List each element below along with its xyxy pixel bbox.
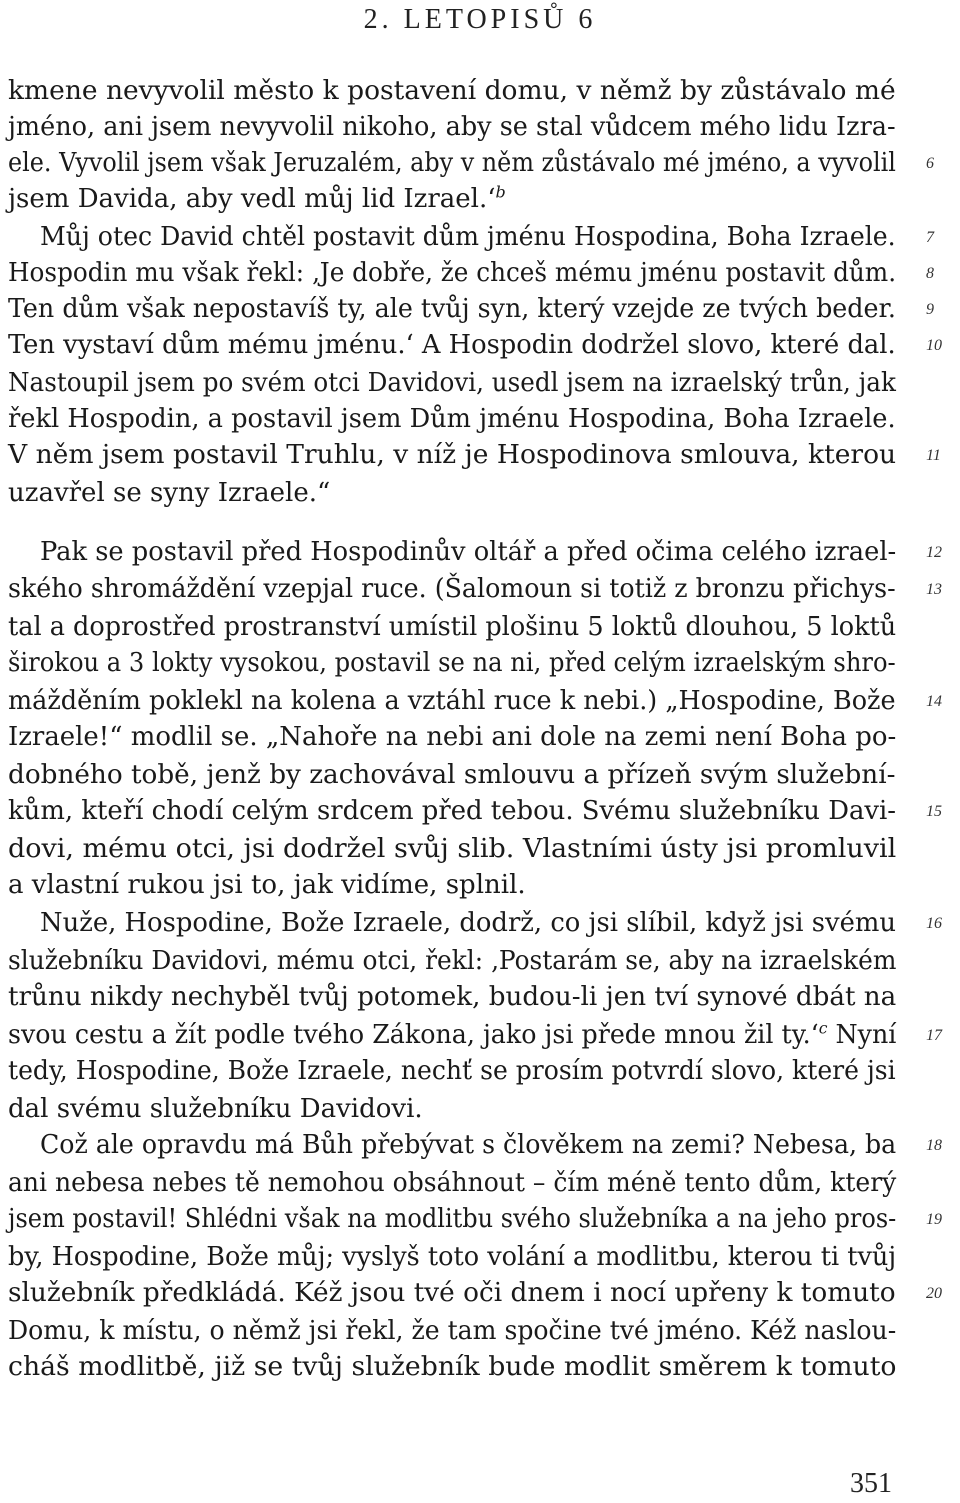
line-text: Nastoupil jsem po svém otci Davidovi, usedl jsem na izraelský trůn, jak — [8, 368, 896, 398]
text-line — [8, 760, 896, 790]
line-text: cháš modlitbě, již se tvůj služebník bude modlit směrem k tomuto — [8, 1352, 897, 1382]
line-text: by, Hospodine, Bože můj; vyslyš toto volání a modlitbu, kterou ti tvůj — [8, 1242, 897, 1272]
verse-number: 13 — [926, 581, 942, 598]
verse-number: 17 — [926, 1027, 942, 1044]
line-text: širokou a 3 lokty vysokou, postavil se na ni, před celým izraelským shro- — [8, 648, 896, 678]
text-line — [8, 722, 896, 752]
line-text: ani nebesa nebes tě nemohou obsáhnout – čím méně tento dům, který — [8, 1168, 897, 1198]
text-line — [8, 330, 896, 360]
text-line — [40, 908, 896, 938]
line-text: řekl Hospodin, a postavil jsem Dům jménu Hospodina, Boha Izraele. — [8, 404, 896, 434]
line-text: ského shromáždění vzepjal ruce. (Šalomoun si totiž z bronzu přichys- — [8, 574, 896, 604]
text-line — [8, 870, 526, 900]
footnote-mark: b — [495, 182, 506, 202]
text-line — [8, 258, 896, 288]
line-text: tal a doprostřed prostranství umístil plošinu 5 loktů dlouhou, 5 loktů — [8, 612, 897, 642]
text-line — [8, 368, 896, 398]
text-line — [8, 612, 896, 642]
line-text: služebník předkládá. Kéž jsou tvé oči dnem i nocí upřeny k tomuto — [8, 1278, 896, 1308]
line-text: Můj otec David chtěl postavit dům jménu Hospodina, Boha Izraele. — [40, 222, 896, 252]
line-text: služebníku Davidovi, mému otci, řekl: ‚Postarám se, aby na izraelském — [8, 946, 897, 976]
text-line — [8, 404, 896, 434]
page-number: 351 — [850, 1468, 892, 1499]
line-text: V něm jsem postavil Truhlu, v níž je Hospodinova smlouva, kterou — [8, 440, 897, 470]
verse-number: 10 — [926, 337, 942, 354]
text-line — [8, 648, 896, 678]
line-text: svou cestu a žít podle tvého Zákona, jako jsi přede mnou žil ty.‘ — [8, 1020, 819, 1050]
line-text: trůnu nikdy nechyběl tvůj potomek, budou-li jen tví synové dbát na — [8, 982, 897, 1012]
line-text: Ten dům však nepostavíš ty, ale tvůj syn, který vzejde ze tvých beder. — [8, 294, 896, 324]
text-line — [8, 478, 330, 508]
text-line — [8, 440, 896, 470]
footnote-mark: c — [818, 1018, 828, 1038]
text-line — [40, 222, 896, 252]
text-line — [8, 1316, 896, 1346]
verse-number: 19 — [926, 1211, 942, 1228]
text-line — [8, 1056, 896, 1086]
line-text: jméno, ani jsem nevyvolil nikoho, aby se stal vůdcem mého lidu Izra- — [8, 112, 896, 142]
line-text: kmene nevyvolil město k postavení domu, v němž by zůstávalo mé — [8, 76, 896, 106]
line-text-tail: Nyní — [827, 1020, 897, 1050]
line-text: dal svému služebníku Davidovi. — [8, 1094, 423, 1124]
line-text: uzavřel se syny Izraele.“ — [8, 478, 331, 508]
verse-number: 16 — [926, 915, 942, 932]
line-text: mážděním poklekl na kolena a vztáhl ruce k nebi.) „Hospodine, Bože — [8, 686, 896, 716]
verse-number: 8 — [926, 265, 934, 282]
line-text: kům, kteří chodí celým srdcem před tebou. Svému služebníku Davi- — [8, 796, 897, 826]
text-line — [8, 1352, 897, 1382]
text-line — [8, 148, 896, 178]
text-line — [8, 1204, 896, 1234]
line-text: ele. Vyvolil jsem však Jeruzalém, aby v něm zůstávalo mé jméno, a vyvolil — [8, 148, 896, 178]
text-line — [8, 1094, 423, 1124]
text-line — [8, 76, 896, 106]
line-text: jsem postavil! Shlédni však na modlitbu svého služebníka a na jeho pros- — [8, 1204, 897, 1234]
text-line — [8, 1020, 896, 1050]
text-line — [8, 184, 506, 214]
line-text: Nuže, Hospodine, Bože Izraele, dodrž, co jsi slíbil, když jsi svému — [40, 908, 896, 938]
text-line — [40, 537, 896, 567]
verse-number: 11 — [926, 447, 941, 464]
text-line — [8, 1168, 896, 1198]
line-text: Což ale opravdu má Bůh přebývat s člověkem na zemi? Nebesa, ba — [40, 1130, 897, 1160]
line-text: Pak se postavil před Hospodinův oltář a před očima celého izrael- — [40, 537, 897, 567]
text-line — [8, 796, 896, 826]
text-line — [8, 574, 896, 604]
text-line — [8, 294, 896, 324]
text-line — [8, 834, 896, 864]
text-line — [8, 112, 896, 142]
text-line — [8, 1278, 896, 1308]
verse-number: 18 — [926, 1137, 942, 1154]
verse-number: 12 — [926, 544, 942, 561]
verse-number: 15 — [926, 803, 942, 820]
line-text: dovi, mému otci, jsi dodržel svůj slib. Vlastními ústy jsi promluvil — [8, 834, 897, 864]
line-text: jsem Davida, aby vedl můj lid Izrael.‘ — [8, 184, 496, 214]
verse-number: 7 — [926, 229, 934, 246]
verse-number: 20 — [926, 1285, 942, 1302]
line-text: Ten vystaví dům mému jménu.‘ A Hospodin dodržel slovo, které dal. — [8, 330, 896, 360]
text-line — [8, 1242, 896, 1272]
line-text: Izraele!“ modlil se. „Nahoře na nebi ani dole na zemi není Boha po- — [8, 722, 897, 752]
verse-number: 6 — [926, 155, 934, 172]
line-text: dobného tobě, jenž by zachovával smlouvu a přízeň svým služební- — [8, 760, 896, 790]
running-header: 2. LETOPISŮ 6 — [363, 4, 597, 35]
line-text: Domu, k místu, o němž jsi řekl, že tam spočine tvé jméno. Kéž naslou- — [8, 1316, 897, 1346]
text-line — [8, 686, 896, 716]
text-line — [40, 1130, 896, 1160]
verse-number: 14 — [926, 693, 942, 710]
text-line — [8, 946, 896, 976]
text-line — [8, 982, 896, 1012]
verse-number: 9 — [926, 301, 934, 318]
line-text: Hospodin mu však řekl: ‚Je dobře, že chceš mému jménu postavit dům. — [8, 258, 897, 288]
line-text: a vlastní rukou jsi to, jak vidíme, splnil. — [8, 870, 526, 900]
line-text: tedy, Hospodine, Bože Izraele, nechť se prosím potvrdí slovo, které jsi — [8, 1056, 896, 1086]
